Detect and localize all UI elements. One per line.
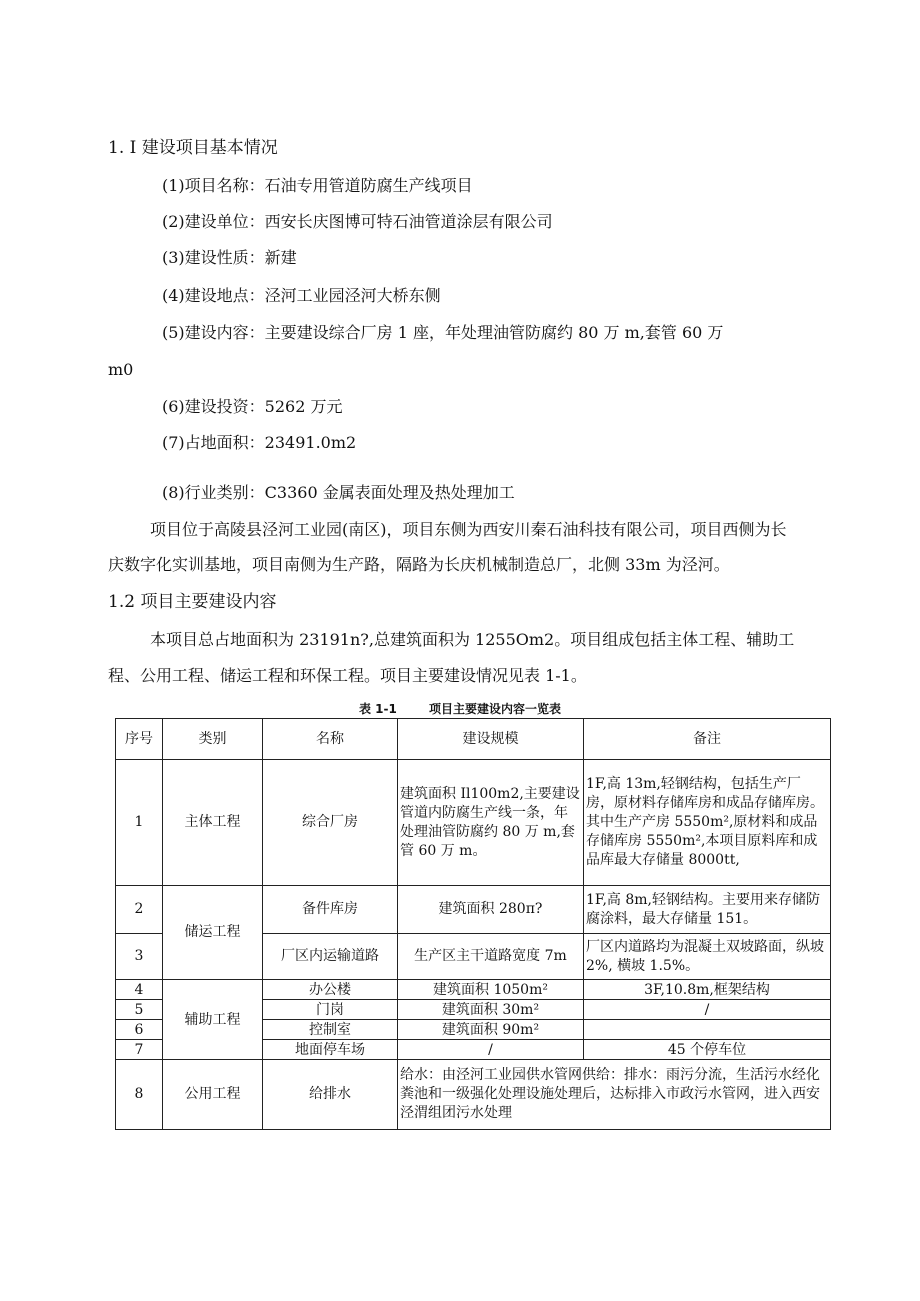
item-land-area: (7)占地面积：23491.0m2	[162, 433, 357, 452]
row-no: 5	[116, 1000, 163, 1020]
table-caption	[0, 700, 920, 717]
section-1-2-heading: 1.2 项目主要建设内容	[108, 592, 277, 612]
row-note: 1F,高 13m,轻钢结构，包括生产厂房，原材料存储库房和成品存储库房。其中生产产房 5550m²,原材料和成品存储库房 5550m²,本项目原料库和成品库最大存储量 8000tt,	[584, 760, 831, 886]
table-caption-number: 表 1-1	[358, 702, 397, 716]
row-note: /	[584, 1000, 831, 1020]
row-name: 控制室	[263, 1020, 398, 1040]
row-scale: 建筑面积 30m²	[398, 1000, 584, 1020]
header-no: 序号	[116, 719, 163, 760]
location-paragraph-line-2: 庆数字化实训基地，项目南侧为生产路，隔路为长庆机械制造总厂，北侧 33m 为泾河。	[108, 555, 730, 574]
construction-content-table	[115, 718, 831, 1130]
content-paragraph-line-2: 程、公用工程、储运工程和环保工程。项目主要建设情况见表 1-1。	[108, 666, 587, 685]
row-name: 地面停车场	[263, 1040, 398, 1060]
item-construction-content: (5)建设内容：主要建设综合厂房 1 座，年处理油管防腐约 80 万 m,套管 60 万	[162, 323, 724, 342]
table-row	[116, 886, 831, 934]
item-construction-content-cont: m0	[108, 360, 134, 379]
header-name: 名称	[263, 719, 398, 760]
table-row	[116, 760, 831, 886]
item-industry-category: (8)行业类别：C3360 金属表面处理及热处理加工	[162, 483, 515, 502]
row-no: 4	[116, 980, 163, 1000]
row-name: 厂区内运输道路	[263, 934, 398, 980]
row-name: 给排水	[263, 1060, 398, 1130]
row-category: 主体工程	[163, 760, 263, 886]
row-scale: /	[398, 1040, 584, 1060]
table-header-row	[116, 719, 831, 760]
item-investment: (6)建设投资：5262 万元	[162, 397, 343, 416]
table-row	[116, 980, 831, 1000]
row-no: 8	[116, 1060, 163, 1130]
row-scale: 建筑面积 Il100m2,主要建设管道内防腐生产线一条，年处理油管防腐约 80 万 m,套管 60 万 m。	[398, 760, 584, 886]
row-scale: 建筑面积 90m²	[398, 1020, 584, 1040]
row-category: 储运工程	[163, 886, 263, 980]
row-scale: 生产区主干道路宽度 7m	[398, 934, 584, 980]
location-paragraph-line-1: 项目位于高陵县泾河工业园(南区)，项目东侧为西安川秦石油科技有限公司，项目西侧为长	[150, 520, 787, 539]
row-no: 3	[116, 934, 163, 980]
row-no: 2	[116, 886, 163, 934]
row-name: 综合厂房	[263, 760, 398, 886]
table-row	[116, 1060, 831, 1130]
row-scale: 给水：由泾河工业园供水管网供给：排水：雨污分流，生活污水经化粪池和一级强化处理设施处理后，达标排入市政污水管网，进入西安泾渭组团污水处理	[398, 1060, 831, 1130]
row-name: 门岗	[263, 1000, 398, 1020]
header-note: 备注	[584, 719, 831, 760]
content-paragraph-line-1: 本项目总占地面积为 23191n?,总建筑面积为 1255Om2。项目组成包括主体工程、辅助工	[150, 630, 795, 649]
row-category: 辅助工程	[163, 980, 263, 1060]
item-construction-unit: (2)建设单位：西安长庆图博可特石油管道涂层有限公司	[162, 212, 553, 231]
row-no: 6	[116, 1020, 163, 1040]
row-note	[584, 1020, 831, 1040]
row-note: 1F,高 8m,轻钢结构。主要用来存储防腐涂料，最大存储量 151。	[584, 886, 831, 934]
row-note: 45 个停车位	[584, 1040, 831, 1060]
row-name: 办公楼	[263, 980, 398, 1000]
header-category: 类别	[163, 719, 263, 760]
row-category: 公用工程	[163, 1060, 263, 1130]
header-scale: 建设规模	[398, 719, 584, 760]
item-construction-nature: (3)建设性质：新建	[162, 248, 297, 267]
row-no: 1	[116, 760, 163, 886]
item-project-name: (1)项目名称：石油专用管道防腐生产线项目	[162, 176, 473, 195]
table-caption-title: 项目主要建设内容一览表	[429, 702, 562, 716]
item-construction-site: (4)建设地点：泾河工业园泾河大桥东侧	[162, 286, 441, 305]
row-note: 厂区内道路均为混凝土双坡路面，纵坡 2%, 横坡 1.5%。	[584, 934, 831, 980]
row-note: 3F,10.8m,框架结构	[584, 980, 831, 1000]
row-no: 7	[116, 1040, 163, 1060]
section-1-1-heading: 1. I 建设项目基本情况	[108, 138, 278, 158]
row-scale: 建筑面积 280π?	[398, 886, 584, 934]
row-scale: 建筑面积 1050m²	[398, 980, 584, 1000]
row-name: 备件库房	[263, 886, 398, 934]
